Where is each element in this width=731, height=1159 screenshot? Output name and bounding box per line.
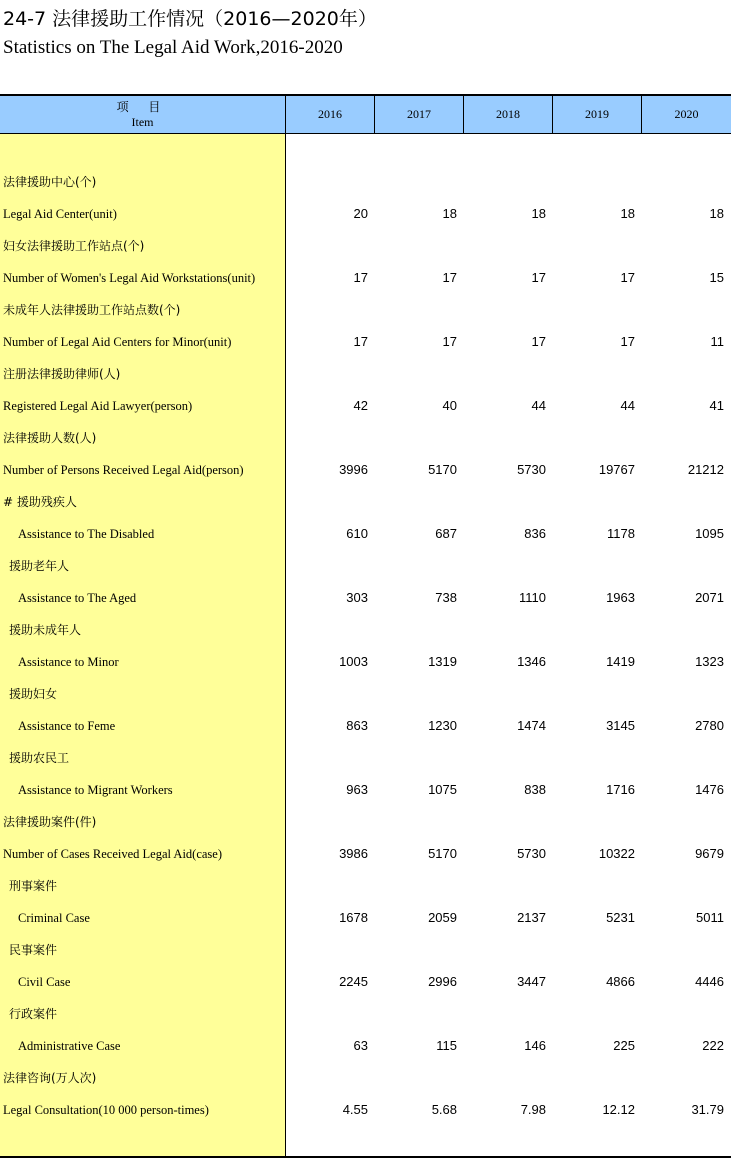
value-cell-2017: 5170 [428, 846, 457, 861]
value-cell-2016: 610 [346, 526, 368, 541]
value-cell-2019: 17 [620, 334, 635, 349]
value-cell-2017: 2996 [428, 974, 457, 989]
value-cell-2019: 1419 [606, 654, 635, 669]
value-cell-2017: 5.68 [431, 1102, 457, 1117]
value-cell-2017: 18 [442, 206, 457, 221]
title-english: Statistics on The Legal Aid Work,2016-2020 [3, 37, 343, 58]
table-row [0, 326, 731, 358]
value-cell-2018: 17 [531, 334, 546, 349]
value-cell-2017: 40 [442, 398, 457, 413]
value-cell-2019: 1963 [606, 590, 635, 605]
value-cell-2020: 11 [710, 334, 724, 349]
value-cell-2018: 836 [524, 526, 546, 541]
row-label: 刑事案件 [9, 879, 58, 893]
value-cell-2018: 3447 [517, 974, 546, 989]
table-row [0, 294, 731, 326]
row-label: 民事案件 [9, 943, 58, 957]
value-cell-2020: 15 [709, 270, 724, 285]
value-cell-2020: 2071 [695, 590, 724, 605]
value-cell-2019: 4866 [606, 974, 635, 989]
value-cell-2019: 1716 [606, 782, 635, 797]
header-year-2016: 2016 [286, 96, 375, 134]
value-cell-2019: 3145 [606, 718, 635, 733]
row-label: Registered Legal Aid Lawyer(person) [3, 399, 193, 413]
value-cell-2020: 1095 [695, 526, 724, 541]
value-cell-2016: 863 [346, 718, 368, 733]
row-label: 未成年人法律援助工作站点数(个) [3, 303, 181, 317]
value-cell-2017: 738 [435, 590, 457, 605]
row-label: Assistance to The Disabled [18, 527, 155, 541]
value-cell-2020: 5011 [696, 910, 724, 925]
value-cell-2018: 5730 [517, 462, 546, 477]
table-row [0, 550, 731, 582]
value-cell-2016: 303 [346, 590, 368, 605]
row-label: Criminal Case [18, 911, 90, 925]
value-cell-2020: 1476 [695, 782, 724, 797]
table-row [0, 646, 731, 678]
table-row [0, 262, 731, 294]
row-label: 援助未成年人 [9, 623, 82, 637]
value-cell-2019: 17 [620, 270, 635, 285]
value-cell-2016: 3986 [339, 846, 368, 861]
value-cell-2018: 146 [524, 1038, 546, 1053]
value-cell-2018: 44 [531, 398, 546, 413]
row-label: 法律援助人数(人) [3, 431, 97, 445]
value-cell-2017: 687 [435, 526, 457, 541]
value-cell-2016: 42 [353, 398, 368, 413]
table-row [0, 230, 731, 262]
table-row [0, 806, 731, 838]
table-row [0, 774, 731, 806]
header-year-2018: 2018 [464, 96, 553, 134]
row-label: 妇女法律援助工作站点(个) [3, 239, 145, 253]
value-cell-2018: 1474 [517, 718, 546, 733]
row-label: 行政案件 [9, 1007, 58, 1021]
value-cell-2019: 18 [620, 206, 635, 221]
table-row [0, 1062, 731, 1094]
table-row [0, 1030, 731, 1062]
table-row [0, 998, 731, 1030]
table-row [0, 518, 731, 550]
row-label: Assistance to Feme [18, 719, 116, 733]
table-row [0, 454, 731, 486]
row-label: Assistance to Minor [18, 655, 119, 669]
value-cell-2017: 5170 [428, 462, 457, 477]
row-label: Assistance to Migrant Workers [18, 783, 173, 797]
value-cell-2016: 17 [353, 270, 368, 285]
row-label: Administrative Case [18, 1039, 121, 1053]
value-cell-2017: 17 [442, 270, 457, 285]
value-cell-2016: 63 [353, 1038, 368, 1053]
value-cell-2016: 963 [346, 782, 368, 797]
table-row [0, 166, 731, 198]
header-item-cell [0, 96, 286, 134]
row-label: Assistance to The Aged [18, 591, 137, 605]
header-item-chinese: 项 目 [116, 99, 169, 114]
value-cell-2018: 1346 [517, 654, 546, 669]
row-label: Legal Consultation(10 000 person-times) [3, 1103, 209, 1117]
value-cell-2017: 2059 [428, 910, 457, 925]
row-label: 援助妇女 [9, 687, 58, 701]
table-row [0, 486, 731, 518]
table-row [0, 710, 731, 742]
table-row [0, 582, 731, 614]
value-cell-2016: 2245 [339, 974, 368, 989]
value-cell-2016: 1003 [339, 654, 368, 669]
legal-aid-table [0, 94, 731, 1158]
value-cell-2020: 21212 [687, 462, 724, 477]
title-chinese: 24-7 法律援助工作情况（2016—2020年） [3, 8, 377, 30]
row-label: 法律援助中心(个) [3, 175, 97, 189]
value-cell-2018: 1110 [519, 590, 546, 605]
value-cell-2019: 1178 [607, 526, 635, 541]
header-year-2017: 2017 [375, 96, 464, 134]
value-cell-2019: 10322 [598, 846, 635, 861]
table-bottom-rule [0, 1156, 731, 1158]
value-cell-2019: 19767 [598, 462, 635, 477]
row-label: Number of Cases Received Legal Aid(case) [3, 847, 223, 861]
header-year-2019: 2019 [553, 96, 642, 134]
row-label: Legal Aid Center(unit) [3, 207, 117, 221]
value-cell-2018: 17 [531, 270, 546, 285]
value-cell-2017: 17 [442, 334, 457, 349]
value-cell-2017: 1319 [428, 654, 457, 669]
row-label: Number of Persons Received Legal Aid(person) [3, 463, 244, 477]
value-cell-2016: 20 [353, 206, 368, 221]
value-cell-2020: 9679 [695, 846, 724, 861]
table-row [0, 966, 731, 998]
value-cell-2018: 7.98 [520, 1102, 546, 1117]
row-label: # 援助残疾人 [3, 495, 77, 509]
table-row [0, 358, 731, 390]
value-cell-2019: 225 [613, 1038, 635, 1053]
value-cell-2019: 12.12 [602, 1102, 635, 1117]
table-row [0, 198, 731, 230]
row-label: 法律援助案件(件) [3, 815, 97, 829]
row-label: Number of Women's Legal Aid Workstations(unit) [3, 271, 256, 285]
value-cell-2018: 18 [531, 206, 546, 221]
value-cell-2017: 115 [436, 1038, 457, 1053]
value-cell-2018: 2137 [517, 910, 546, 925]
table-row [0, 934, 731, 966]
header-year-2020: 2020 [642, 96, 731, 134]
row-label: 注册法律援助律师(人) [3, 367, 121, 381]
table-row [0, 902, 731, 934]
table-row [0, 742, 731, 774]
value-cell-2020: 4446 [695, 974, 724, 989]
value-cell-2018: 838 [524, 782, 546, 797]
table-row [0, 422, 731, 454]
value-cell-2020: 2780 [695, 718, 724, 733]
value-cell-2016: 4.55 [342, 1102, 368, 1117]
table-row [0, 614, 731, 646]
value-cell-2016: 17 [353, 334, 368, 349]
value-cell-2020: 31.79 [691, 1102, 724, 1117]
value-cell-2020: 41 [709, 398, 724, 413]
table-row [0, 1094, 731, 1126]
value-cell-2020: 222 [702, 1038, 724, 1053]
value-cell-2017: 1075 [428, 782, 457, 797]
value-cell-2019: 44 [620, 398, 635, 413]
row-label: 援助农民工 [9, 751, 70, 765]
value-cell-2017: 1230 [428, 718, 457, 733]
table-row [0, 870, 731, 902]
row-label: 援助老年人 [9, 559, 70, 573]
value-cell-2020: 18 [709, 206, 724, 221]
table-row [0, 678, 731, 710]
row-label: Number of Legal Aid Centers for Minor(unit) [3, 335, 232, 349]
value-cell-2020: 1323 [695, 654, 724, 669]
value-cell-2016: 3996 [339, 462, 368, 477]
value-cell-2016: 1678 [339, 910, 368, 925]
table-row [0, 838, 731, 870]
header-item-english: Item [131, 114, 154, 129]
row-label: Civil Case [18, 975, 71, 989]
value-cell-2018: 5730 [517, 846, 546, 861]
row-label: 法律咨询(万人次) [3, 1071, 97, 1085]
value-cell-2019: 5231 [606, 910, 635, 925]
table-row [0, 390, 731, 422]
